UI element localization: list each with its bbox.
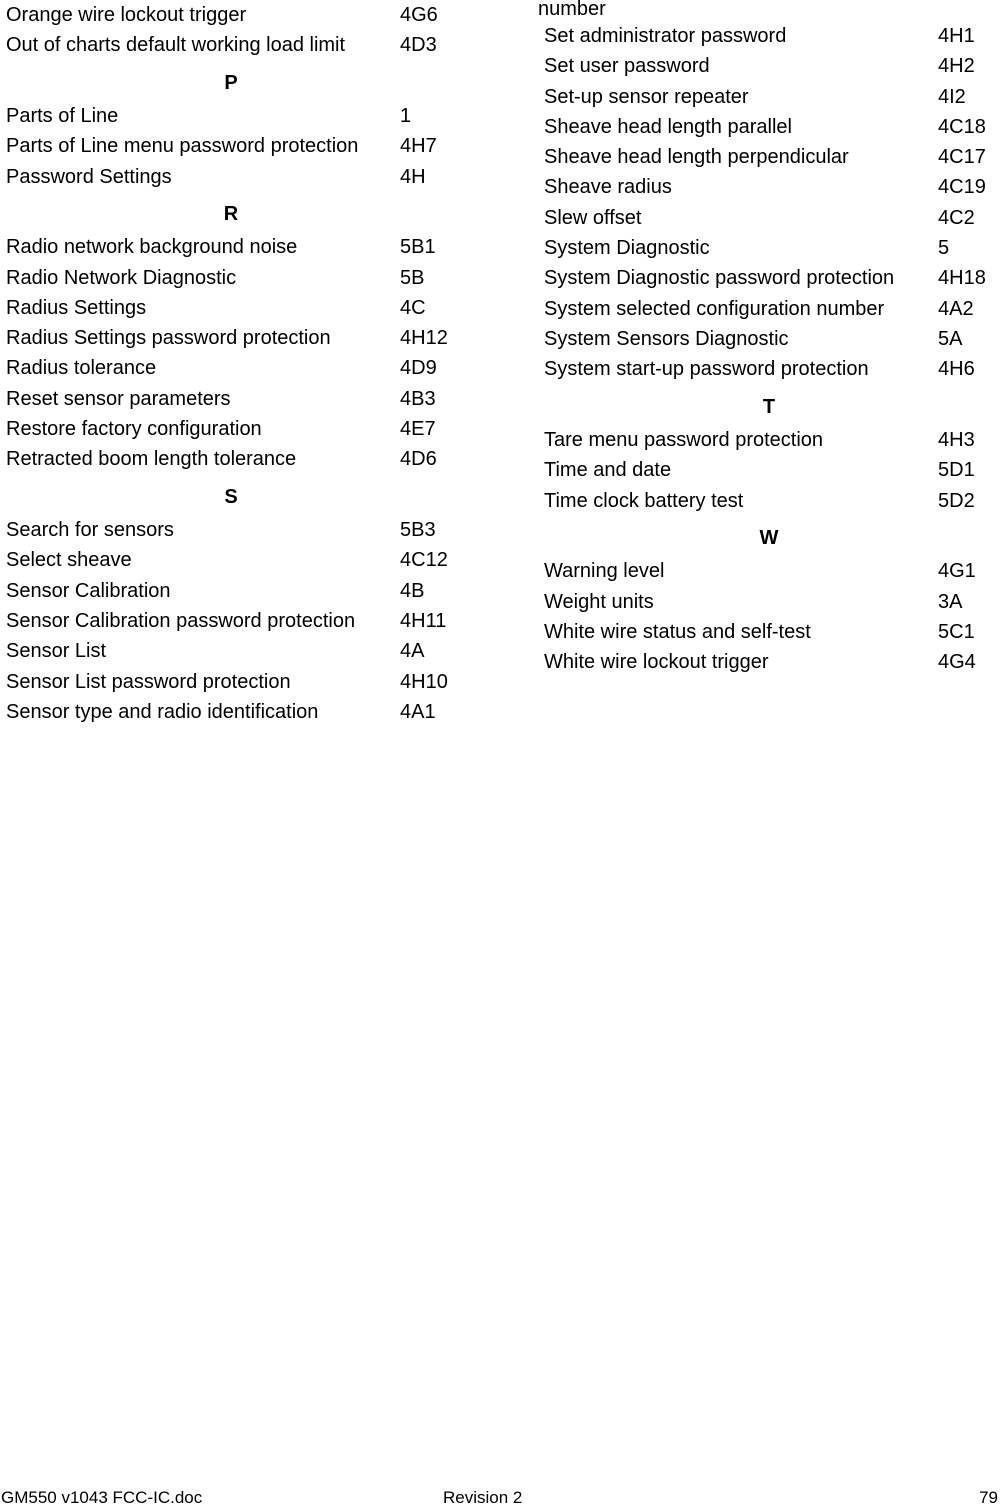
index-entry-term: System start-up password protection: [544, 358, 869, 381]
index-entry-reference: 4E7: [400, 418, 436, 441]
index-entry-term: Radius tolerance: [6, 357, 157, 380]
index-entry-reference: 4H: [400, 165, 426, 188]
index-entry: [538, 203, 1001, 233]
index-entry-reference: 4A: [400, 640, 425, 663]
index-entry-term: Tare menu password protection: [544, 428, 824, 451]
index-entry: [538, 21, 1001, 51]
index-entry: [0, 414, 470, 444]
index-entry-term: Radius Settings: [6, 296, 147, 319]
index-entry-term: Sensor List password protection: [6, 670, 291, 693]
index-entry: [0, 576, 470, 606]
index-entry: [538, 486, 1001, 516]
index-entry-reference: 5D2: [938, 489, 975, 512]
index-entry: [538, 455, 1001, 485]
index-entry: [0, 323, 470, 353]
index-entry-reference: 4A1: [400, 700, 436, 723]
index-column-left: [0, 0, 470, 727]
index-entry-reference: 4H12: [400, 327, 448, 350]
index-entry: [538, 647, 1001, 677]
index-entry: [0, 545, 470, 575]
index-entry-term: Time clock battery test: [544, 489, 744, 512]
index-entry-term: Sensor List: [6, 640, 107, 663]
index-entry: [0, 353, 470, 383]
index-entry: [538, 587, 1001, 617]
page-footer: [0, 1488, 1001, 1508]
index-entry-term: Reset sensor parameters: [6, 387, 231, 410]
index-entry-term: Sensor Calibration password protection: [6, 609, 356, 632]
index-entry-reference: 4H18: [938, 267, 986, 290]
index-entry-reference: 4D9: [400, 357, 437, 380]
index-section-letter: R: [223, 202, 239, 225]
index-entry-term: Weight units: [544, 590, 654, 613]
index-entry: [0, 606, 470, 636]
index-entry-term: Set user password: [544, 55, 710, 78]
index-entry: [0, 0, 470, 30]
index-entry-reference: 4G1: [938, 560, 976, 583]
index-entry: [538, 112, 1001, 142]
index-entry-reference: 4C18: [938, 115, 986, 138]
index-entry-reference: 4H1: [938, 25, 975, 47]
index-entry: [0, 131, 470, 161]
index-entry-term: Restore factory configuration: [6, 418, 262, 441]
index-entry-reference: 5D1: [938, 459, 975, 482]
index-entry-term: Search for sensors: [6, 519, 174, 542]
index-entry-term: Parts of Line: [6, 104, 119, 127]
index-entry: [538, 172, 1001, 202]
index-entry: [0, 444, 470, 474]
index-section-letter: T: [762, 395, 776, 418]
index-entry-reference: 4D6: [400, 448, 437, 471]
index-entry-reference: 4H7: [400, 135, 437, 158]
index-entry-term: Set administrator password: [544, 25, 787, 47]
index-column-right: [538, 0, 1001, 677]
index-entry: [538, 233, 1001, 263]
index-entry: [538, 142, 1001, 172]
index-entry-reference: 4C12: [400, 549, 448, 572]
index-entry-term: Orange wire lockout trigger: [6, 4, 247, 26]
index-entry-reference: 5C1: [938, 620, 975, 643]
footer-page-number: 79: [979, 1488, 998, 1507]
index-entry-reference: 5B3: [400, 519, 436, 542]
index-entry: [0, 232, 470, 262]
index-entry-reference: 5B: [400, 266, 425, 289]
index-entry: [538, 324, 1001, 354]
index-entry-reference: 4I2: [938, 85, 966, 108]
index-entry-term: Slew offset: [544, 206, 642, 229]
index-entry-term: Sheave radius: [544, 176, 672, 199]
index-entry-term: Radius Settings password protection: [6, 327, 331, 350]
index-entry-term: Sensor type and radio identification: [6, 700, 319, 723]
index-entry-reference: 4H11: [400, 609, 447, 632]
index-entry-reference: 4H2: [938, 55, 975, 78]
index-entry-term: System Sensors Diagnostic: [544, 327, 789, 350]
index-entry-reference: 5A: [938, 327, 963, 350]
index-entry-reference: 4A2: [938, 297, 974, 320]
index-entry-reference: 3A: [938, 590, 963, 613]
index-entry-term: System Diagnostic: [544, 237, 710, 260]
index-entry-reference: 4C: [400, 296, 426, 319]
index-entry: [538, 82, 1001, 112]
index-entry-term: Sensor Calibration: [6, 579, 171, 602]
index-entry-reference: 4C19: [938, 176, 986, 199]
index-entry-term: System selected configuration number: [544, 297, 885, 320]
footer-revision: Revision 2: [443, 1488, 523, 1507]
index-entry-reference: 4G6: [400, 4, 438, 26]
index-entry-term: Warning level: [544, 560, 665, 583]
index-entry: [0, 636, 470, 666]
index-entry: [0, 30, 470, 60]
index-entry: [0, 667, 470, 697]
index-entry: [0, 101, 470, 131]
index-entry-reference: 4B3: [400, 387, 436, 410]
index-entry-reference: 4H10: [400, 670, 448, 693]
index-section-letter: S: [224, 485, 238, 508]
index-entry-reference: 4H6: [938, 358, 975, 381]
index-entry: [538, 51, 1001, 81]
index-entry-term: Radio network background noise: [6, 236, 298, 259]
index-entry-term: Time and date: [544, 459, 672, 482]
index-entry-term: White wire lockout trigger: [544, 651, 769, 674]
index-entry-reference: 5: [938, 237, 950, 260]
index-entry-term: Retracted boom length tolerance: [6, 448, 297, 471]
index-entry: [538, 294, 1001, 324]
index-entry-term: Out of charts default working load limit: [6, 34, 346, 57]
index-entry-continuation: number: [538, 0, 606, 20]
index-entry-reference: 4D3: [400, 34, 437, 57]
index-entry-reference: 4B: [400, 579, 425, 602]
index-entry-reference: 4C2: [938, 206, 975, 229]
index-entry: [0, 697, 470, 727]
index-entry-term: White wire status and self-test: [544, 620, 811, 643]
index-entry-term: Radio Network Diagnostic: [6, 266, 237, 289]
index-entry: [538, 354, 1001, 384]
index-entry: [538, 263, 1001, 293]
index-entry-term: Set-up sensor repeater: [544, 85, 749, 108]
index-section-letter: P: [224, 71, 238, 94]
index-entry: [538, 556, 1001, 586]
index-entry: [538, 617, 1001, 647]
index-entry-term: Sheave head length parallel: [544, 115, 792, 138]
index-entry: [0, 263, 470, 293]
index-entry-term: Select sheave: [6, 549, 132, 572]
index-entry-reference: 1: [400, 104, 412, 127]
index-entry: [538, 425, 1001, 455]
index-entry-reference: 4G4: [938, 651, 976, 674]
index-entry: [0, 515, 470, 545]
index-section-letter: W: [759, 526, 779, 549]
index-entry-term: Password Settings: [6, 165, 172, 188]
index-entry-reference: 4H3: [938, 428, 975, 451]
index-entry-reference: 5B1: [400, 236, 436, 259]
index-entry: [0, 384, 470, 414]
footer-document-name: GM550 v1043 FCC-IC.doc: [1, 1488, 203, 1507]
index-entry-reference: 4C17: [938, 146, 986, 169]
index-entry: [0, 293, 470, 323]
index-entry: [0, 162, 470, 192]
index-entry-term: Parts of Line menu password protection: [6, 135, 359, 158]
index-entry-term: Sheave head length perpendicular: [544, 146, 849, 169]
index-entry-term: System Diagnostic password protection: [544, 267, 895, 290]
